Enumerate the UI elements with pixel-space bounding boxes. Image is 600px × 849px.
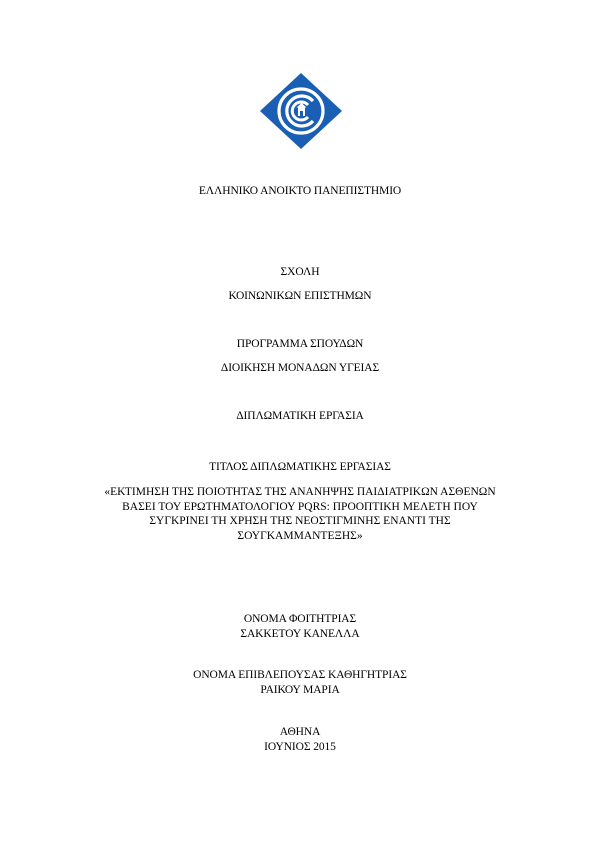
supervisor-label: ΟΝΟΜΑ ΕΠΙΒΛΕΠΟΥΣΑΣ ΚΑΘΗΓΗΤΡΙΑΣ bbox=[193, 669, 407, 681]
school-name: ΚΟΙΝΩΝΙΚΩΝ ΕΠΙΣΤΗΜΩΝ bbox=[228, 290, 372, 302]
thesis-title-line: ΒΑΣΕΙ ΤΟΥ ΕΡΩΤΗΜΑΤΟΛΟΓΙΟΥ PQRS: ΠΡΟΟΠΤΙΚΗ ΜΕΛΕΤΗ ΠΟΥ bbox=[122, 500, 478, 513]
place: ΑΘΗΝΑ bbox=[279, 726, 321, 738]
thesis-title bbox=[80, 485, 520, 543]
student-name: ΣΑΚΚΕΤΟΥ ΚΑΝΕΛΛΑ bbox=[240, 628, 360, 640]
program-name: ΔΙΟΙΚΗΣΗ ΜΟΝΑΔΩΝ ΥΓΕΙΑΣ bbox=[220, 362, 380, 374]
university-emblem-icon bbox=[259, 72, 343, 150]
title-label: ΤΙΤΛΟΣ ΔΙΠΛΩΜΑΤΙΚΗΣ ΕΡΓΑΣΙΑΣ bbox=[209, 461, 391, 473]
school-label: ΣΧΟΛΗ bbox=[280, 266, 320, 278]
thesis-title-line: «ΕΚΤΙΜΗΣΗ ΤΗΣ ΠΟΙΟΤΗΤΑΣ ΤΗΣ ΑΝΑΝΗΨΗΣ ΠΑΙΔΙΑΤΡΙΚΩΝ ΑΣΘΕΝΩΝ bbox=[104, 486, 496, 498]
supervisor-name: ΡΑΙΚΟΥ ΜΑΡΙΑ bbox=[260, 684, 340, 696]
student-label: ΟΝΟΜΑ ΦΟΙΤΗΤΡΙΑΣ bbox=[243, 613, 357, 625]
date: ΙΟΥΝΙΟΣ 2015 bbox=[264, 741, 336, 753]
thesis-title-line: ΣΥΓΚΡΙΝΕΙ ΤΗ ΧΡΗΣΗ ΤΗΣ ΝΕΟΣΤΙΓΜΙΝΗΣ ΕΝΑΝΤΙ ΤΗΣ bbox=[149, 515, 451, 527]
thesis-type: ΔΙΠΛΩΜΑΤΙΚΗ ΕΡΓΑΣΙΑ bbox=[236, 410, 364, 422]
program-label: ΠΡΟΓΡΑΜΜΑ ΣΠΟΥΔΩΝ bbox=[236, 338, 364, 350]
university-name: ΕΛΛΗΝΙΚΟ ΑΝΟΙΚΤΟ ΠΑΝΕΠΙΣΤΗΜΙΟ bbox=[198, 185, 402, 197]
thesis-title-line: ΣΟΥΓΚΑΜΜΑΝΤΕΞΗΣ» bbox=[237, 529, 363, 542]
